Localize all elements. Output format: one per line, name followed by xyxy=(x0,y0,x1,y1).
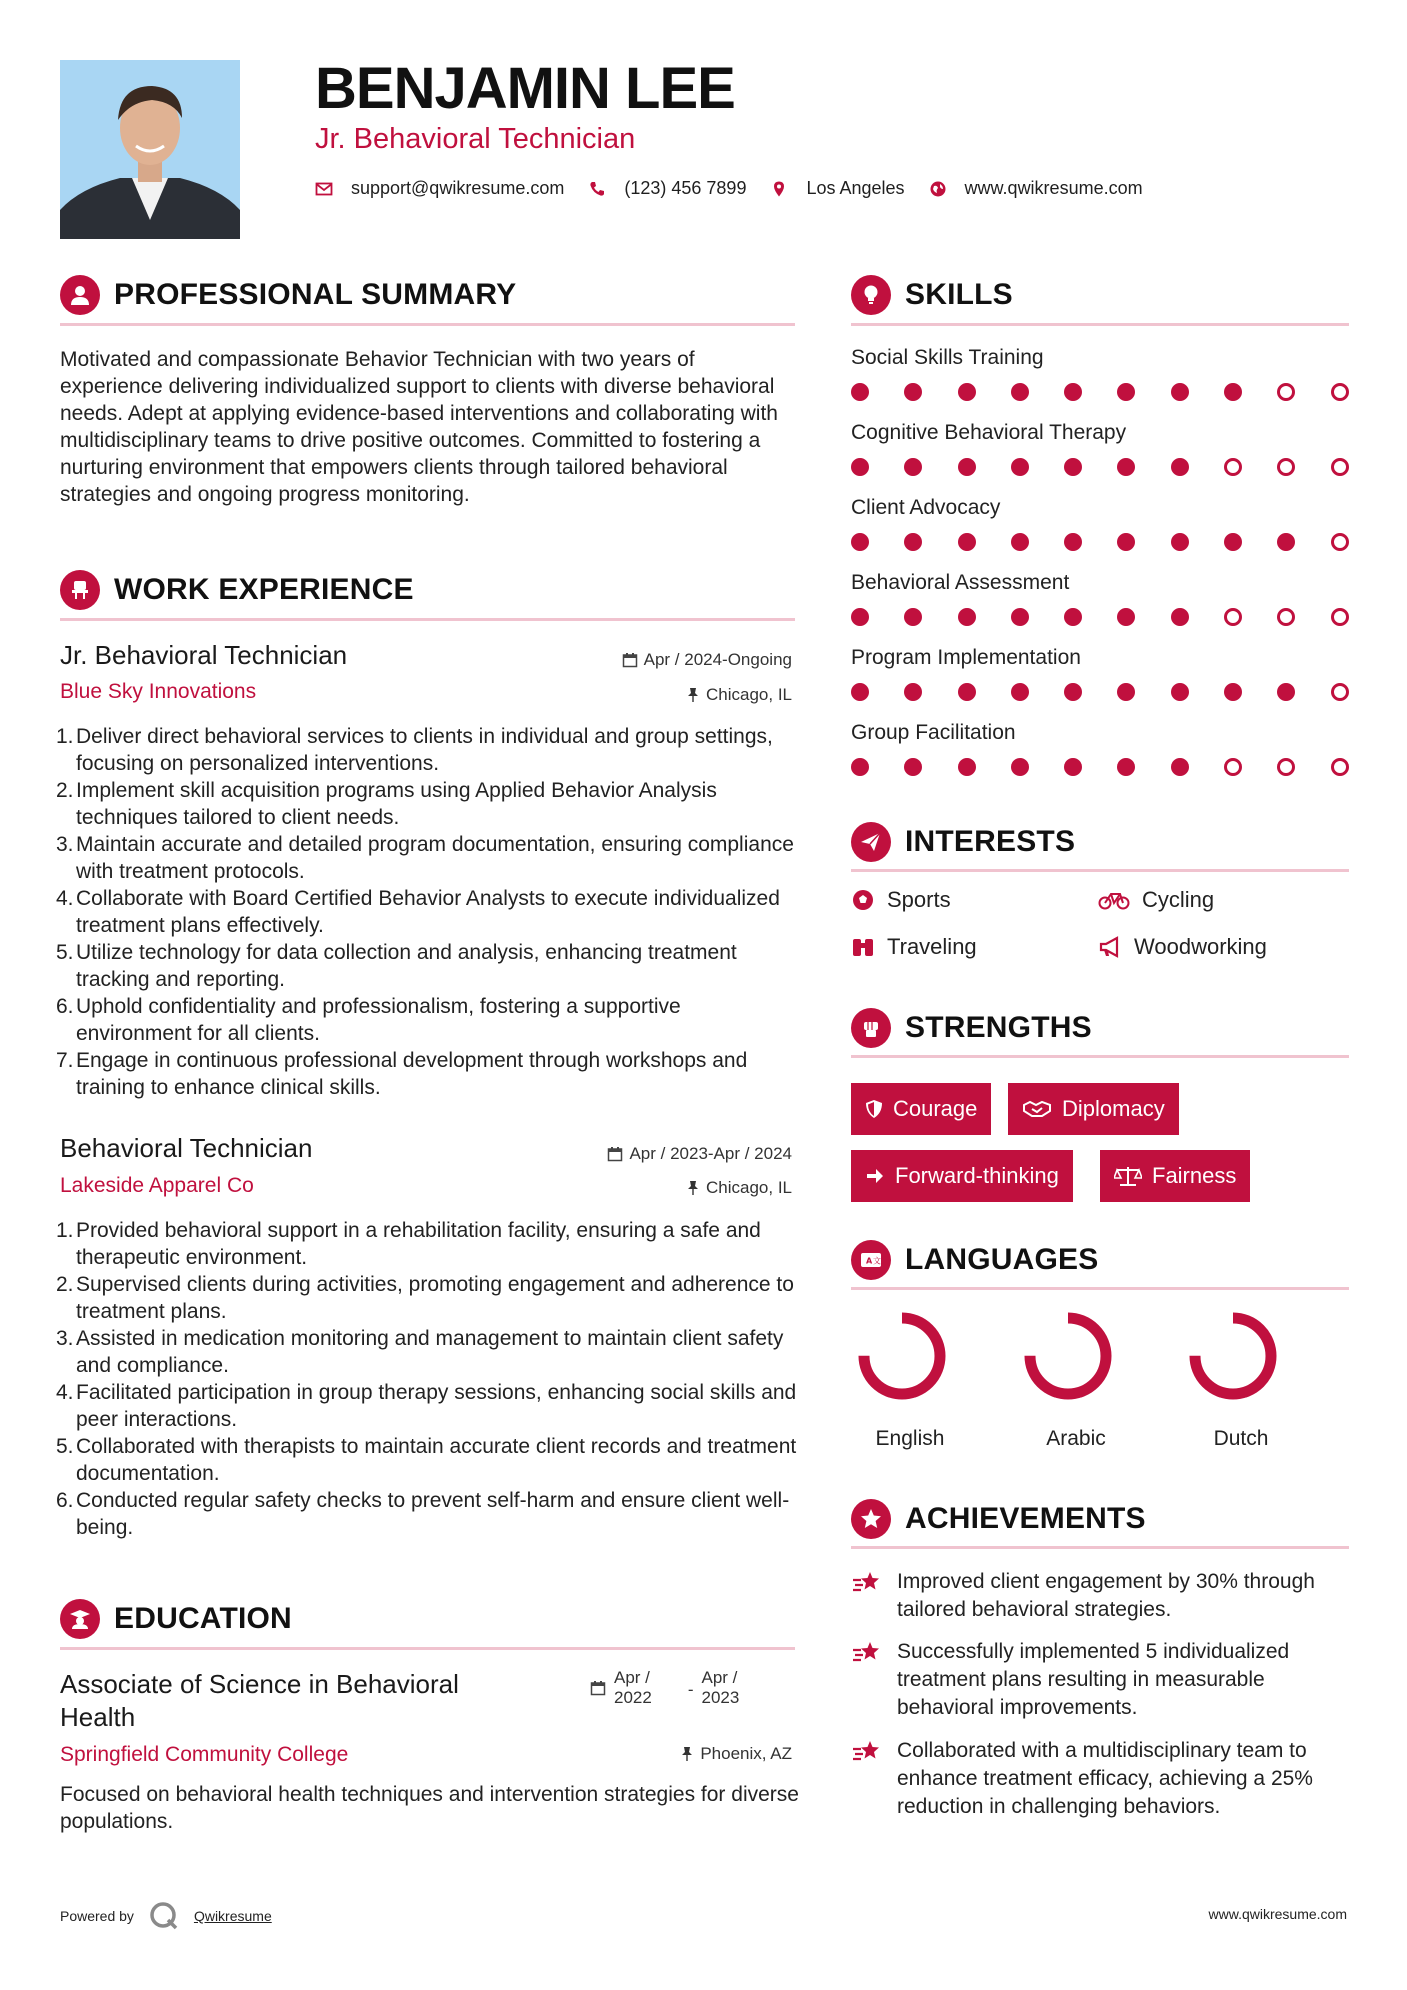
education-heading xyxy=(60,1599,292,1639)
job-dates-text: Apr / 2023-Apr / 2024 xyxy=(629,1144,792,1163)
job-dates-text: Apr / 2024-Ongoing xyxy=(643,650,792,669)
skill-dot-filled xyxy=(1277,533,1295,551)
skill-dot-filled xyxy=(1117,383,1135,401)
skills-title: SKILLS xyxy=(905,278,1013,311)
skill-name: Program Implementation xyxy=(851,646,1081,669)
calendar-icon xyxy=(607,1146,623,1162)
language-name: English xyxy=(875,1427,945,1450)
achievements-title: ACHIEVEMENTS xyxy=(905,1502,1146,1535)
skill-rating xyxy=(851,458,1384,476)
skill-dot-filled xyxy=(1011,683,1029,701)
binoculars-icon xyxy=(851,935,875,959)
calendar-icon xyxy=(622,652,638,668)
star-badge-icon xyxy=(851,1499,891,1539)
language-name: Arabic xyxy=(1046,1427,1106,1450)
handshake-icon xyxy=(1022,1099,1052,1119)
interest-item: Woodworking xyxy=(1098,934,1267,960)
powered-by-label: Powered by xyxy=(60,1908,134,1924)
language-name: Dutch xyxy=(1213,1427,1269,1450)
profile-photo xyxy=(60,60,240,239)
skill-dot-filled xyxy=(904,608,922,626)
list-item: 3. Maintain accurate and detailed program documentation, ensuring compliance with treatment protocols. xyxy=(56,833,794,883)
list-item: 7. Engage in continuous professional development through workshops and training to enhance clinical skills. xyxy=(56,1049,748,1099)
education-description: Focused on behavioral health techniques and intervention strategies for diverse populations. xyxy=(60,1783,799,1833)
education-start: Apr / 2022 xyxy=(614,1668,652,1707)
qwikresume-link[interactable]: Qwikresume xyxy=(193,1908,272,1924)
skill-dot-filled xyxy=(851,383,869,401)
interests-heading xyxy=(851,822,1075,862)
skill-dot-empty xyxy=(1277,758,1295,776)
skill-dot-empty xyxy=(1331,683,1349,701)
skill-dot-filled xyxy=(904,458,922,476)
svg-text:A: A xyxy=(866,1256,873,1266)
skill-dot-filled xyxy=(1117,683,1135,701)
skill-dot-filled xyxy=(1011,758,1029,776)
languages-divider xyxy=(851,1287,1349,1290)
skill-dot-filled xyxy=(958,608,976,626)
envelope-icon xyxy=(315,180,333,198)
skill-dot-empty xyxy=(1331,458,1349,476)
skill-rating xyxy=(851,683,1384,701)
map-pin-icon xyxy=(770,180,788,198)
skill-dot-filled xyxy=(1171,533,1189,551)
contact-website[interactable]: www.qwikresume.com xyxy=(964,178,1143,198)
skill-dot-empty xyxy=(1331,533,1349,551)
contact-phone[interactable]: (123) 456 7899 xyxy=(624,178,747,198)
experience-title: WORK EXPERIENCE xyxy=(114,573,414,606)
shooting-star-icon xyxy=(851,1737,883,1765)
job-title: Behavioral Technician xyxy=(60,1133,313,1163)
skill-dot-filled xyxy=(1277,683,1295,701)
skill-dot-filled xyxy=(1171,458,1189,476)
megaphone-icon xyxy=(1098,935,1122,959)
job-location-text: Chicago, IL xyxy=(706,1178,792,1197)
strength-tag: Diplomacy xyxy=(1008,1083,1179,1135)
contact-bar xyxy=(315,178,1143,199)
skill-dot-filled xyxy=(1064,383,1082,401)
school-name: Springfield Community College xyxy=(60,1743,349,1766)
education-dates xyxy=(590,1668,739,1708)
strength-tag: Fairness xyxy=(1100,1150,1250,1202)
pushpin-icon xyxy=(686,1180,700,1196)
pushpin-icon xyxy=(686,687,700,703)
skill-rating xyxy=(851,608,1384,626)
calendar-icon xyxy=(590,1680,606,1696)
skill-dot-filled xyxy=(1011,533,1029,551)
globe-icon xyxy=(929,180,947,198)
skill-dot-empty xyxy=(1224,758,1242,776)
skill-rating xyxy=(851,533,1384,551)
job-company: Blue Sky Innovations xyxy=(60,680,257,703)
balance-scale-icon xyxy=(1114,1165,1142,1187)
skill-dot-filled xyxy=(958,533,976,551)
skill-dot-filled xyxy=(851,533,869,551)
list-item: 4. Facilitated participation in group therapy sessions, enhancing social skills and peer interactions. xyxy=(56,1381,797,1431)
skill-dot-filled xyxy=(1011,458,1029,476)
job-location xyxy=(686,685,792,705)
skill-dot-filled xyxy=(1117,458,1135,476)
skill-dot-filled xyxy=(1117,608,1135,626)
summary-divider xyxy=(60,323,795,326)
achievements-divider xyxy=(851,1546,1349,1549)
soccer-ball-icon xyxy=(851,888,875,912)
skill-dot-empty xyxy=(1331,608,1349,626)
skill-dot-filled xyxy=(904,683,922,701)
list-item: 6. Conducted regular safety checks to prevent self-harm and ensure client well-being. xyxy=(56,1489,790,1539)
strengths-title: STRENGTHS xyxy=(905,1011,1092,1044)
list-item: 3. Assisted in medication monitoring and management to maintain client safety and compliance. xyxy=(56,1327,784,1377)
achievements-heading xyxy=(851,1499,1146,1539)
language-icon xyxy=(851,1240,891,1280)
candidate-name: BENJAMIN LEE xyxy=(315,56,735,121)
education-date-dash: - xyxy=(687,1680,694,1699)
language-level-ring xyxy=(853,1307,951,1405)
skill-dot-filled xyxy=(904,758,922,776)
svg-text:文: 文 xyxy=(873,1256,881,1266)
pushpin-icon xyxy=(680,1746,694,1762)
skill-dot-filled xyxy=(851,683,869,701)
summary-title: PROFESSIONAL SUMMARY xyxy=(114,278,517,311)
skill-name: Cognitive Behavioral Therapy xyxy=(851,421,1127,444)
job-responsibilities xyxy=(56,1217,801,1541)
skill-dot-filled xyxy=(1011,383,1029,401)
experience-divider xyxy=(60,618,795,621)
summary-heading xyxy=(60,275,516,315)
education-end: Apr / 2023 xyxy=(701,1668,740,1707)
strength-tag: Courage xyxy=(851,1083,991,1135)
interests-divider xyxy=(851,869,1349,872)
interest-item: Sports xyxy=(851,887,951,913)
skill-rating xyxy=(851,383,1384,401)
skill-dot-empty xyxy=(1224,458,1242,476)
list-item: 4. Collaborate with Board Certified Behavior Analysts to execute individualized treatment plans effectively. xyxy=(56,887,780,937)
education-location xyxy=(680,1744,792,1764)
strengths-divider xyxy=(851,1055,1349,1058)
skill-dot-filled xyxy=(1011,608,1029,626)
skill-dot-filled xyxy=(851,758,869,776)
skill-dot-filled xyxy=(958,383,976,401)
lightbulb-icon xyxy=(851,275,891,315)
achievement-item: Improved client engagement by 30% through tailored behavioral strategies. xyxy=(851,1568,1351,1624)
list-item: 2. Supervised clients during activities, promoting engagement and adherence to treatment plans. xyxy=(56,1273,794,1323)
language-level-arc xyxy=(1195,1318,1271,1394)
language-level-arc xyxy=(864,1318,940,1394)
footer-url[interactable]: www.qwikresume.com xyxy=(1208,1906,1347,1922)
skill-dot-filled xyxy=(1117,533,1135,551)
skill-rating xyxy=(851,758,1384,776)
skill-dot-filled xyxy=(1171,608,1189,626)
skill-dot-empty xyxy=(1277,608,1295,626)
list-item: 6. Uphold confidentiality and professionalism, fostering a supportive environment for all clients. xyxy=(56,995,681,1045)
skill-dot-filled xyxy=(1064,683,1082,701)
skill-dot-filled xyxy=(1117,758,1135,776)
strength-tag: Forward-thinking xyxy=(851,1150,1073,1202)
skill-dot-filled xyxy=(1064,458,1082,476)
job-location xyxy=(686,1178,792,1198)
skill-dot-filled xyxy=(1224,383,1242,401)
education-divider xyxy=(60,1647,795,1650)
skill-dot-filled xyxy=(1171,383,1189,401)
job-title: Jr. Behavioral Technician xyxy=(60,640,348,670)
strengths-heading xyxy=(851,1008,1092,1048)
education-location-text: Phoenix, AZ xyxy=(700,1744,792,1763)
interests-title: INTERESTS xyxy=(905,825,1076,858)
list-item: 1. Deliver direct behavioral services to clients in individual and group settings, focusing on personalized interventions. xyxy=(56,725,773,775)
candidate-role: Jr. Behavioral Technician xyxy=(315,123,636,155)
footer-powered xyxy=(60,1900,272,1932)
skill-dot-empty xyxy=(1277,458,1295,476)
skill-dot-filled xyxy=(1064,533,1082,551)
phone-icon xyxy=(588,180,606,198)
skill-dot-empty xyxy=(1331,383,1349,401)
skill-dot-filled xyxy=(851,608,869,626)
bicycle-icon xyxy=(1098,888,1130,912)
skill-dot-empty xyxy=(1224,608,1242,626)
skill-dot-filled xyxy=(1224,683,1242,701)
skill-dot-filled xyxy=(1064,758,1082,776)
skill-name: Client Advocacy xyxy=(851,496,1001,519)
shooting-star-icon xyxy=(851,1638,883,1666)
list-item: 5. Collaborated with therapists to maintain accurate client records and treatment documentation. xyxy=(56,1435,797,1485)
job-location-text: Chicago, IL xyxy=(706,685,792,704)
contact-email[interactable]: support@qwikresume.com xyxy=(351,178,565,198)
skill-dot-filled xyxy=(904,383,922,401)
degree-title: Associate of Science in Behavioral Health xyxy=(60,1669,459,1732)
job-dates xyxy=(622,650,792,670)
skill-name: Group Facilitation xyxy=(851,721,1016,744)
languages-title: LANGUAGES xyxy=(905,1243,1099,1276)
skill-dot-filled xyxy=(1171,683,1189,701)
list-item: 2. Implement skill acquisition programs using Applied Behavior Analysis techniques tailored to client needs. xyxy=(56,779,717,829)
list-item: 1. Provided behavioral support in a rehabilitation facility, ensuring a safe and therapeutic environment. xyxy=(56,1219,761,1269)
shield-icon xyxy=(865,1099,883,1119)
experience-heading xyxy=(60,570,414,610)
language-level-ring xyxy=(1184,1307,1282,1405)
skill-dot-filled xyxy=(1171,758,1189,776)
languages-heading xyxy=(851,1240,1098,1280)
qwikresume-logo-icon xyxy=(148,1900,180,1932)
interest-item: Traveling xyxy=(851,934,977,960)
achievement-item: Successfully implemented 5 individualized treatment plans resulting in measurable behavioral improvements. xyxy=(851,1638,1351,1722)
skill-dot-filled xyxy=(1064,608,1082,626)
skill-name: Behavioral Assessment xyxy=(851,571,1070,594)
skills-heading xyxy=(851,275,1013,315)
user-icon xyxy=(60,275,100,315)
arrow-right-icon xyxy=(865,1166,885,1186)
skill-name: Social Skills Training xyxy=(851,346,1044,369)
skill-dot-filled xyxy=(958,758,976,776)
shooting-star-icon xyxy=(851,1568,883,1596)
chair-icon xyxy=(60,570,100,610)
skill-dot-empty xyxy=(1331,758,1349,776)
paper-plane-icon xyxy=(851,822,891,862)
job-dates xyxy=(607,1144,792,1164)
skill-dot-empty xyxy=(1277,383,1295,401)
interest-item: Cycling xyxy=(1098,887,1214,913)
skill-dot-filled xyxy=(958,683,976,701)
summary-text: Motivated and compassionate Behavior Technician with two years of experience delivering individualized support to clients with diverse behavioral needs. Adept at applying evidence-based interventions and collaborating with multidisciplinary teams to drive positive outcomes. Committed to fostering a nurturing environment that empowers clients through tailored behavioral strategies and ongoing progress monitoring. xyxy=(60,348,778,506)
fist-icon xyxy=(851,1008,891,1048)
language-level-arc xyxy=(1030,1318,1106,1394)
job-company: Lakeside Apparel Co xyxy=(60,1174,254,1197)
skill-dot-filled xyxy=(851,458,869,476)
graduate-icon xyxy=(60,1599,100,1639)
skill-dot-filled xyxy=(958,458,976,476)
language-level-ring xyxy=(1019,1307,1117,1405)
list-item: 5. Utilize technology for data collection and analysis, enhancing treatment tracking and reporting. xyxy=(56,941,737,991)
education-title: EDUCATION xyxy=(114,1602,292,1635)
skill-dot-filled xyxy=(904,533,922,551)
achievement-item: Collaborated with a multidisciplinary team to enhance treatment efficacy, achieving a 25% reduction in challenging behaviors. xyxy=(851,1737,1351,1821)
skill-dot-filled xyxy=(1224,533,1242,551)
contact-location: Los Angeles xyxy=(806,178,905,198)
job-responsibilities xyxy=(56,723,801,1101)
skills-divider xyxy=(851,323,1349,326)
